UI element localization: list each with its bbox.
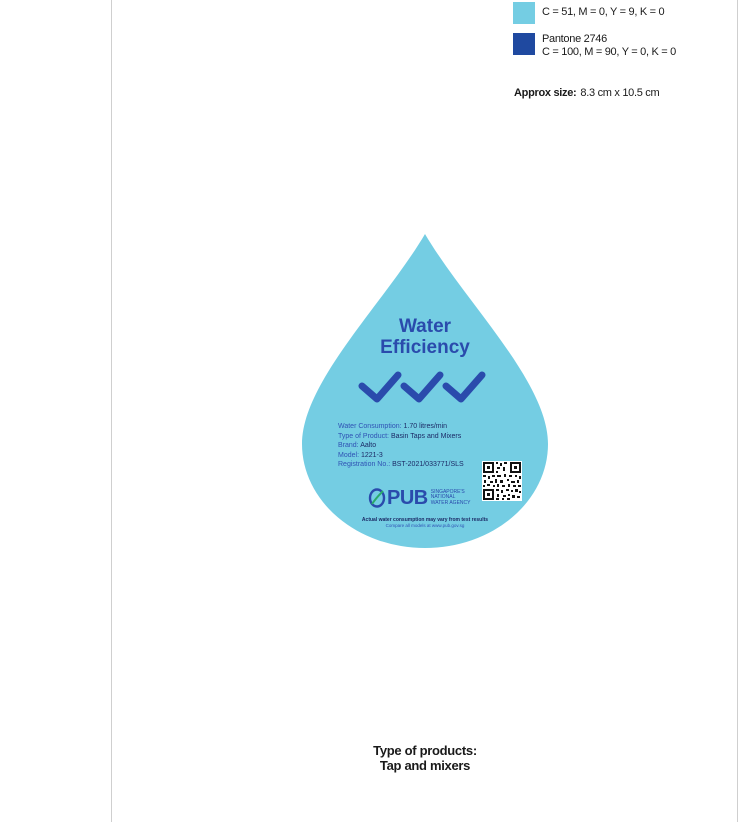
light-blue-swatch [513, 2, 535, 24]
spec-row: Water Consumption: 1.70 litres/min [338, 423, 448, 430]
legend-light-blue [513, 2, 664, 24]
approx-size-value: 8.3 cm x 10.5 cm [580, 87, 660, 99]
dark-blue-swatch [513, 33, 535, 55]
title-efficiency: Efficiency [380, 337, 470, 358]
light-blue-cmyk: C = 51, M = 0, Y = 9, K = 0 [542, 6, 665, 18]
spec-row: Brand: Aalto [338, 442, 377, 450]
label-title [300, 316, 550, 358]
approx-size-label: Approx size: [514, 87, 577, 99]
spec-row: Registration No.: BST-2021/033771/SLS [338, 461, 464, 469]
water-efficiency-label [300, 232, 550, 550]
page-border-left [111, 0, 112, 822]
pub-tagline: SINGAPORE'S NATIONAL WATER AGENCY [430, 488, 471, 506]
page-border-right [737, 0, 738, 822]
legend-dark-blue [513, 33, 676, 59]
type-of-products-caption [300, 743, 550, 773]
pantone-label: Pantone 2746 [542, 33, 607, 45]
spec-row: Model: 1221-3 [338, 451, 383, 459]
caption-line-2: Tap and mixers [379, 758, 471, 773]
disclaimer-text: Actual water consumption may vary from test results [361, 517, 489, 523]
spec-list [338, 422, 464, 470]
compare-text: Compare all models at www.pub.gov.sg [385, 523, 465, 528]
pub-swirl-icon [368, 488, 386, 508]
spec-row: Type of Product: Basin Taps and Mixers [338, 432, 462, 440]
approx-size [514, 87, 659, 99]
qr-code-icon [482, 461, 522, 501]
title-water: Water [398, 316, 452, 337]
dark-blue-cmyk: C = 100, M = 90, Y = 0, K = 0 [542, 46, 676, 58]
pub-logo [368, 488, 470, 508]
pub-wordmark: PUB [387, 487, 428, 509]
dark-blue-text [542, 33, 676, 59]
caption-line-1: Type of products: [373, 743, 477, 758]
